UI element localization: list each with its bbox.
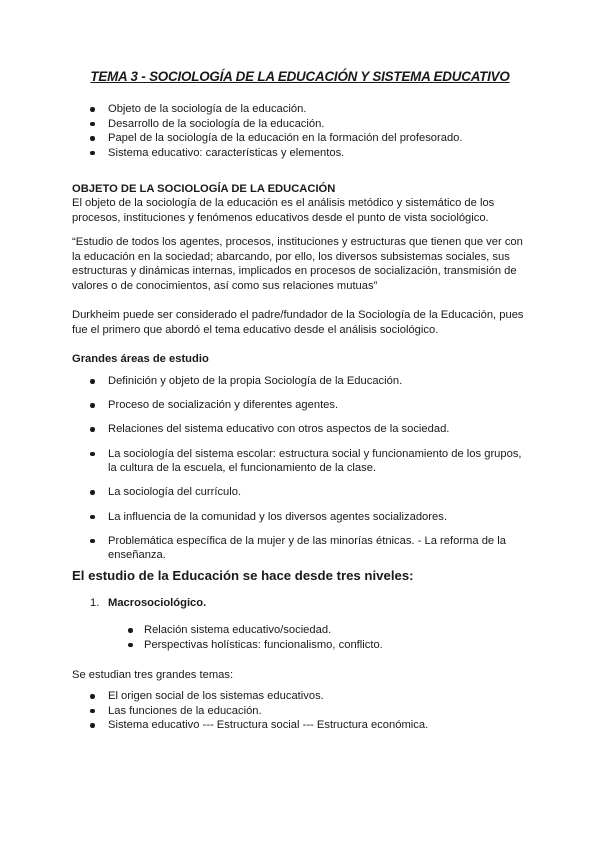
list-item: La sociología del currículo.: [72, 485, 532, 500]
list-item: La sociología del sistema escolar: estructura social y funcionamiento de los grupos, la cultura de la escuela, el funcionamiento de la clase.: [72, 447, 532, 476]
list-item: El origen social de los sistemas educativos.: [72, 689, 532, 704]
list-item: Sistema educativo: características y elementos.: [72, 146, 532, 161]
level-title: Macrosociológico.: [108, 597, 207, 609]
list-item: Papel de la sociología de la educación en la formación del profesorado.: [72, 131, 532, 146]
paragraph-durkheim: Durkheim puede ser considerado el padre/fundador de la Sociología de la Educación, pues fue el primero que abordó el tema educativo desde el análisis sociológico.: [72, 309, 524, 336]
section-heading-areas: Grandes áreas de estudio: [72, 353, 209, 365]
areas-list: [72, 374, 532, 573]
list-item: Proceso de socialización y diferentes agentes.: [72, 398, 532, 413]
paragraph-intro: El objeto de la sociología de la educación es el análisis metódico y sistemático de los procesos, instituciones y fenómenos educativos desde el punto de vista sociológico.: [72, 197, 495, 224]
section-heading-objeto: OBJETO DE LA SOCIOLOGÍA DE LA EDUCACIÓN: [72, 183, 336, 195]
list-item: Definición y objeto de la propia Sociología de la Educación.: [72, 374, 532, 389]
list-item: Relación sistema educativo/sociedad.: [72, 623, 532, 638]
level-number: 1.: [90, 597, 100, 609]
list-item: Desarrollo de la sociología de la educación.: [72, 117, 532, 132]
list-item: Las funciones de la educación.: [72, 704, 532, 719]
level-sub-list: [72, 623, 532, 652]
paragraph-temas-intro: Se estudian tres grandes temas:: [72, 669, 234, 681]
list-item: Perspectivas holísticas: funcionalismo, conflicto.: [72, 638, 532, 653]
temas-list: [72, 689, 532, 733]
list-item: Problemática específica de la mujer y de las minorías étnicas. - La reforma de la enseñanza.: [72, 534, 532, 563]
section-heading-niveles: El estudio de la Educación se hace desde tres niveles:: [72, 568, 414, 583]
page-title: TEMA 3 - SOCIOLOGÍA DE LA EDUCACIÓN Y SISTEMA EDUCATIVO: [90, 69, 510, 84]
list-item: Relaciones del sistema educativo con otros aspectos de la sociedad.: [72, 422, 532, 437]
list-item: Sistema educativo --- Estructura social --- Estructura económica.: [72, 718, 532, 733]
list-item: La influencia de la comunidad y los diversos agentes socializadores.: [72, 510, 532, 525]
paragraph-quote: “Estudio de todos los agentes, procesos, instituciones y estructuras que tienen que ver con la educación en la sociedad; abarcando, por ello, los diversos subsistemas sociales, sus estructuras y dinámicas internas, implicados en procesos de socialización, transmisión de valores o de conocimientos, así como sus relaciones mutuas”: [72, 236, 523, 292]
index-list: [72, 102, 532, 160]
list-item: Objeto de la sociología de la educación.: [72, 102, 532, 117]
